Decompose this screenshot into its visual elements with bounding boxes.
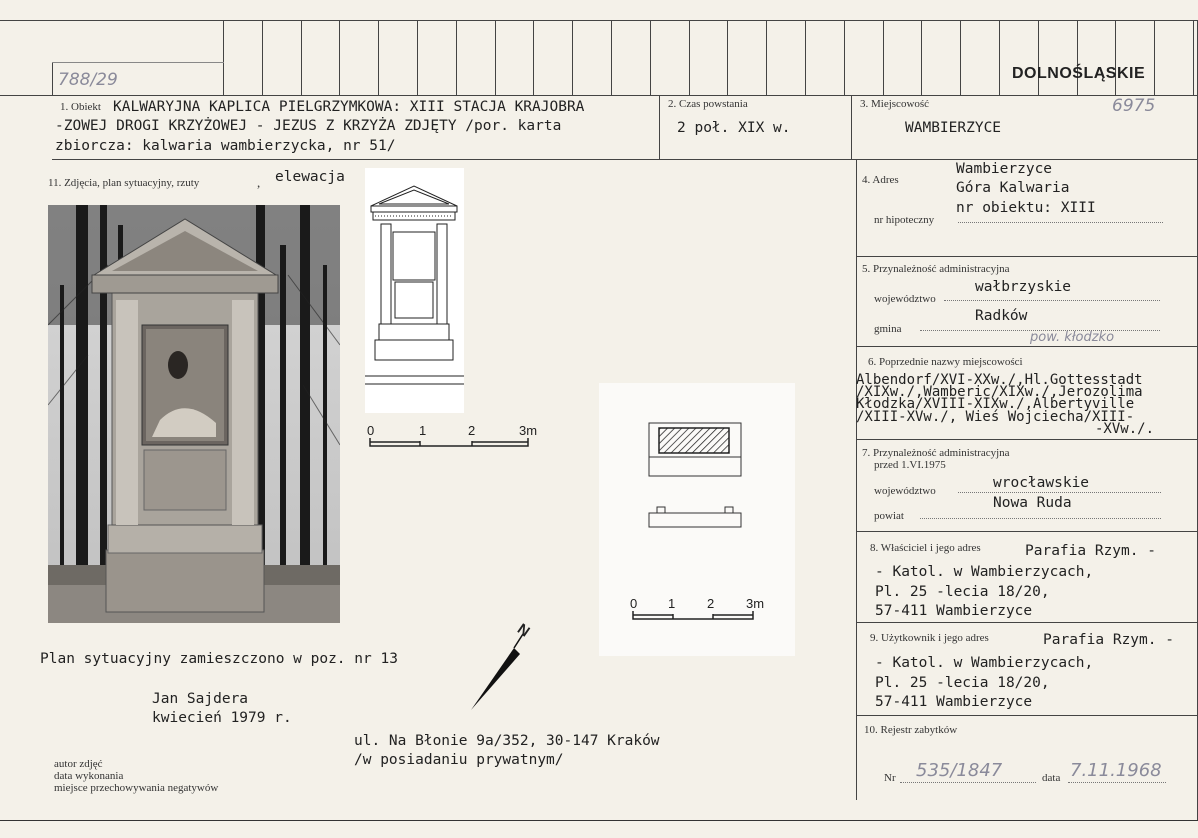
top-cell-divider	[1154, 20, 1155, 95]
uzytkownik-first: Parafia Rzym. -	[1043, 632, 1174, 648]
plan-note: Plan sytuacyjny zamieszczono w poz. nr 13	[40, 651, 398, 667]
wlasciciel-bottom	[856, 622, 1198, 623]
top-cell-divider	[533, 20, 534, 95]
rejestr-nr-label: Nr	[884, 772, 896, 784]
top-border	[0, 20, 1198, 21]
comma-mark: ,	[257, 175, 261, 190]
photo-date: kwiecień 1979 r.	[152, 710, 292, 726]
woj-label: województwo	[874, 293, 936, 305]
top-cell-divider	[572, 20, 573, 95]
uzytkownik-label: 9. Użytkownik i jego adres	[870, 632, 989, 644]
uzytkownik-bottom	[856, 715, 1198, 716]
rejestr-data: 7.11.1968	[1070, 760, 1162, 781]
negatives-location-1: ul. Na Błonie 9a/352, 30-147 Kraków	[354, 733, 660, 749]
archive-underline	[52, 62, 224, 63]
top-cell-divider	[339, 20, 340, 95]
poprzednie-line-3: Kłodzka/XVIII-XIXw./,Albertyville	[856, 396, 1135, 412]
wlasciciel-line-1: - Katol. w Wambierzycach,	[875, 564, 1094, 580]
adres-label: 4. Adres	[862, 174, 899, 186]
adres-bottom	[856, 256, 1198, 257]
elevation-drawing	[365, 168, 464, 413]
przed1975-woj-label: województwo	[874, 485, 936, 497]
scale2-tick-0: 0	[630, 596, 638, 611]
przed1975-label: 7. Przynależność administracyjna	[862, 447, 1010, 459]
przed1975-sublabel: przed 1.VI.1975	[874, 459, 946, 471]
uzytkownik-line-3: 57-411 Wambierzyce	[875, 694, 1033, 710]
scale1-tick-1: 1	[419, 423, 427, 438]
czas-value: 2 poł. XIX w.	[677, 120, 791, 136]
top-cell-divider	[1193, 20, 1194, 95]
obiekt-line-1: KALWARYJNA KAPLICA PIELGRZYMKOWA: XIII STACJA KRAJOBRA	[113, 99, 585, 115]
hipoteczny-line	[958, 222, 1163, 223]
scale2-tick-2: 2	[707, 596, 715, 611]
wlasciciel-line-2: Pl. 25 -lecia 18/20,	[875, 584, 1050, 600]
wlasciciel-label: 8. Właściciel i jego adres	[870, 542, 981, 554]
rejestr-nr: 535/1847	[916, 760, 1003, 781]
poprzednie-bottom	[856, 439, 1198, 440]
przed1975-woj-line	[958, 492, 1161, 493]
miejscowosc-label: 3. Miejscowość	[860, 98, 930, 110]
top-cell-divider	[456, 20, 457, 95]
powiat-line	[920, 518, 1161, 519]
obiekt-line-2: -ZOWEJ DROGI KRZYŻOWEJ - JEZUS Z KRZYŻA ZDJĘTY /por. karta	[55, 118, 562, 134]
powiat-value: Nowa Ruda	[993, 495, 1072, 511]
rejestr-data-line	[1068, 782, 1166, 783]
top-cell-divider	[844, 20, 845, 95]
poprzednie-line-2: /XIXw./,Wamberic/XIXw./,Jerozolima	[856, 384, 1143, 400]
footer-label-date: data wykonania	[54, 770, 124, 782]
footer-label-storage: miejsce przechowywania negatywów	[54, 782, 219, 794]
north-label: N	[514, 620, 533, 641]
czas-label: 2. Czas powstania	[668, 98, 748, 110]
wlasciciel-line-3: 57-411 Wambierzyce	[875, 603, 1033, 619]
top-cell-divider	[301, 20, 302, 95]
wlasciciel-first: Parafia Rzym. -	[1025, 543, 1156, 559]
top-cell-divider	[223, 20, 224, 95]
top-cell-divider	[1038, 20, 1039, 95]
bottom-border	[0, 820, 1198, 821]
top-cell-divider	[689, 20, 690, 95]
divider-obiekt-czas	[659, 95, 660, 160]
hipoteczny-label: nr hipoteczny	[874, 214, 935, 226]
uzytkownik-line-2: Pl. 25 -lecia 18/20,	[875, 675, 1050, 691]
scale2-tick-1: 1	[668, 596, 676, 611]
miejscowosc-value: WAMBIERZYCE	[905, 120, 1002, 136]
top-cell-divider	[766, 20, 767, 95]
scale2-tick-3: 3m	[746, 596, 765, 611]
obiekt-label: 1. Obiekt	[60, 101, 101, 113]
powiat-label: powiat	[874, 510, 904, 522]
scale1-tick-3: 3m	[519, 423, 538, 438]
rejestr-nr-line	[900, 782, 1036, 783]
top-cell-divider	[727, 20, 728, 95]
zdjecia-label-extra: elewacja	[275, 169, 345, 185]
chapel-photo	[48, 205, 340, 623]
zdjecia-label: 11. Zdjęcia, plan sytuacyjny, rzuty	[48, 177, 200, 189]
przed1975-woj-value: wrocławskie	[993, 475, 1090, 491]
top-cell-divider	[960, 20, 961, 95]
scale-bar-1	[368, 437, 532, 449]
region-label: DOLNOŚLĄSKIE	[1012, 65, 1146, 82]
rejestr-label: 10. Rejestr zabytków	[864, 724, 958, 736]
top-cell-divider	[611, 20, 612, 95]
top-cell-divider	[495, 20, 496, 95]
poprzednie-line-5: -XVw./.	[1095, 421, 1155, 437]
adres-line-2: Góra Kalwaria	[956, 180, 1070, 196]
poprzednie-line-4: /XIII-XVw./, Wieś Wojciecha/XIII-	[856, 409, 1135, 425]
adres-line-3: nr obiektu: XIII	[956, 200, 1096, 216]
archive-cell-divider	[52, 62, 53, 95]
top-cell-divider	[883, 20, 884, 95]
scale1-tick-2: 2	[468, 423, 476, 438]
author-name: Jan Sajdera	[152, 691, 249, 707]
top-cell-divider	[650, 20, 651, 95]
archive-mark: 788/29	[58, 70, 118, 90]
top-cell-divider	[1077, 20, 1078, 95]
top-cell-divider	[805, 20, 806, 95]
top-cell-divider	[1115, 20, 1116, 95]
footer-label-author: autor zdjęć	[54, 758, 103, 770]
obiekt-line-3: zbiorcza: kalwaria wambierzycka, nr 51/	[55, 138, 396, 154]
gmina-note: pow. kłodzko	[1030, 330, 1115, 345]
top-cell-divider	[921, 20, 922, 95]
top-cell-divider	[999, 20, 1000, 95]
poprzednie-line-1: Albendorf/XVI-XXw./,Hl.Gottesstadt	[856, 372, 1143, 388]
woj-value: wałbrzyskie	[975, 279, 1072, 295]
header-divider	[0, 95, 1198, 96]
card-number: 6975	[1112, 96, 1156, 116]
rejestr-data-label: data	[1042, 772, 1061, 784]
gmina-value: Radków	[975, 308, 1028, 324]
divider-czas-miejscowosc	[851, 95, 852, 160]
adres-line-1: Wambierzyce	[956, 161, 1053, 177]
negatives-location-2: /w posiadaniu prywatnym/	[354, 752, 564, 768]
przynaleznosc-bottom	[856, 346, 1198, 347]
woj-line	[944, 300, 1160, 301]
scale1-tick-0: 0	[367, 423, 375, 438]
top-cell-divider	[262, 20, 263, 95]
przynaleznosc-label: 5. Przynależność administracyjna	[862, 263, 1010, 275]
top-cell-divider	[417, 20, 418, 95]
scale-bar-2	[631, 610, 757, 622]
przed1975-bottom	[856, 531, 1198, 532]
top-cell-divider	[378, 20, 379, 95]
gmina-label: gmina	[874, 323, 902, 335]
poprzednie-label: 6. Poprzednie nazwy miejscowości	[868, 356, 1023, 368]
uzytkownik-line-1: - Katol. w Wambierzycach,	[875, 655, 1094, 671]
